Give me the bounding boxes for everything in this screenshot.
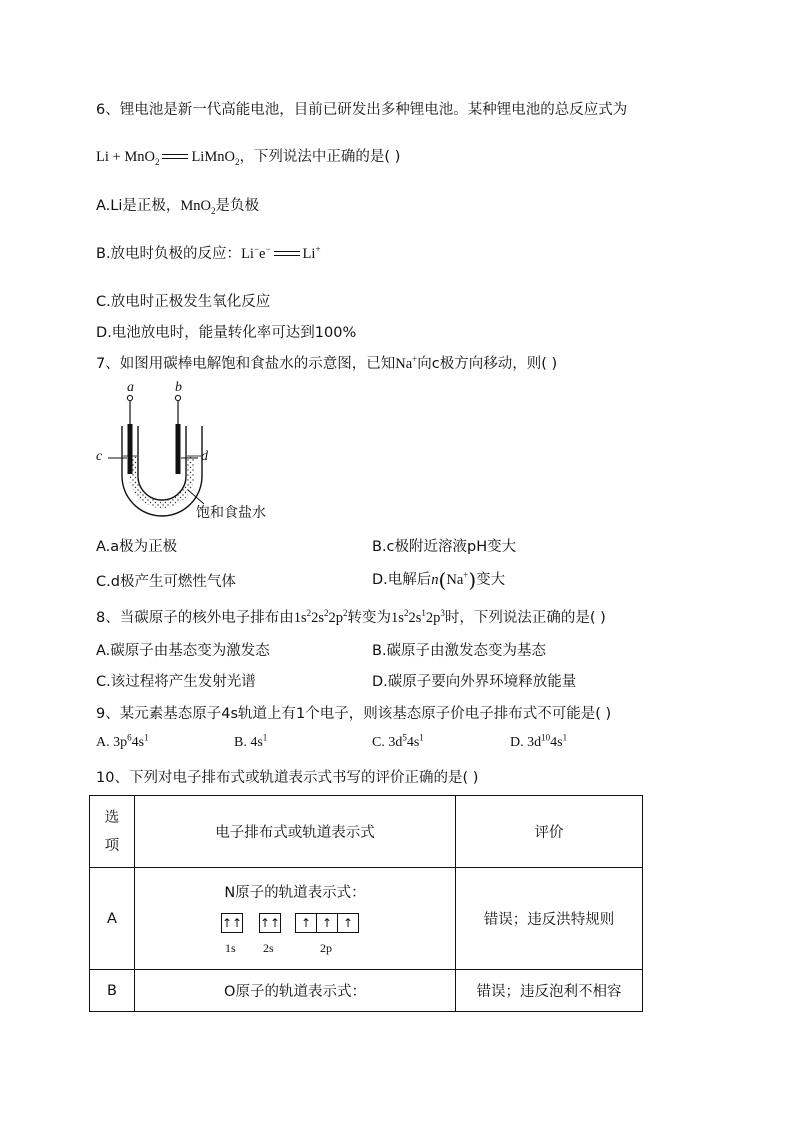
q9-option-b[interactable]: B. $4s^1$: [234, 732, 268, 750]
q6-stem: 6、锂电池是新一代高能电池，目前已研发出多种锂电池。某种锂电池的总反应式为: [96, 102, 628, 118]
orbital-box-2p-3: ↑: [337, 913, 359, 933]
q8-config-ground: $1s^22s^22p^2$: [293, 608, 348, 626]
table-header-row: [90, 796, 643, 868]
orbital-label-1s: 1s: [225, 940, 236, 955]
q9-option-c[interactable]: C. $3d^54s^1$: [372, 732, 424, 750]
q9-option-a[interactable]: A. $3p^64s^1$: [96, 732, 149, 750]
electrolysis-diagram: [94, 380, 274, 522]
q6-option-d[interactable]: D.电池放电时，能量转化率可达到100%: [96, 325, 357, 341]
orbital-box-2p-1: ↑: [295, 913, 317, 933]
q9-stem: 9、某元素基态原子4s轨道上有1个电子，则该基态原子价电子排布式不可能是( ): [96, 706, 612, 722]
q8-config-excited: $1s^22s^12p^3$: [391, 608, 445, 626]
q6-option-b[interactable]: B.放电时负极的反应：Li−e− Li+: [96, 244, 321, 262]
reaction-equals-sign: [274, 250, 300, 258]
orbital-box-2p-2: ↑: [316, 913, 338, 933]
q10-table: [89, 795, 643, 1012]
q8-option-b[interactable]: B.碳原子由激发态变为基态: [372, 643, 547, 659]
q8-stem: 8、当碳原子的核外电子排布由$1s^22s^22p^2$转变为$1s^22s^12p^3$时，下列说法正确的是( ): [96, 608, 606, 626]
table-row: [90, 868, 643, 970]
row-a-formula: [135, 868, 456, 970]
q6-eq-left: Li + MnO$_2$: [96, 149, 160, 167]
row-a-title: N原子的轨道表示式：: [224, 884, 366, 901]
q7-option-a[interactable]: A.a极为正极: [96, 539, 178, 555]
orbital-box-2s: ↑↑: [259, 913, 281, 933]
header-formula: 电子排布式或轨道表示式: [135, 796, 456, 868]
label-d: d: [201, 449, 208, 464]
row-a-option: A: [90, 868, 135, 970]
label-b: b: [175, 380, 182, 395]
q7-option-c[interactable]: C.d极产生可燃性气体: [96, 574, 236, 590]
q6-tail: ，下列说法中正确的是( ): [239, 149, 401, 165]
label-c: c: [96, 449, 103, 464]
q6-eq-right: LiMnO$_2$: [191, 149, 240, 167]
q6-option-c[interactable]: C.放电时正极发生氧化反应: [96, 294, 271, 310]
row-b-formula: O原子的轨道表示式：: [135, 970, 456, 1012]
label-a: a: [127, 380, 134, 395]
reaction-equals-sign: [162, 153, 188, 161]
orbital-diagram: [221, 913, 381, 959]
orbital-box-1s: ↑↑: [221, 913, 243, 933]
header-option: 选 项: [90, 796, 135, 868]
q8-option-c[interactable]: C.该过程将产生发射光谱: [96, 674, 256, 690]
q8-option-d[interactable]: D.碳原子要向外界环境释放能量: [372, 674, 577, 690]
table-row: [90, 970, 643, 1012]
q9-option-d[interactable]: D. $3d^{10}4s^1$: [510, 732, 568, 750]
q10-stem: 10、下列对电子排布式或轨道表示式书写的评价正确的是( ): [96, 770, 479, 786]
header-evaluation: 评价: [456, 796, 643, 868]
q6-equation: [96, 145, 400, 166]
orbital-label-2p: 2p: [320, 940, 332, 955]
orbital-label-2s: 2s: [263, 940, 274, 955]
q7-stem: 7、如图用碳棒电解饱和食盐水的示意图，已知Na+向c极方向移动，则( ): [96, 354, 558, 372]
row-b-option: B: [90, 970, 135, 1012]
label-saturated-brine: 饱和食盐水: [196, 505, 266, 521]
q7-option-b[interactable]: B.c极附近溶液pH变大: [372, 539, 517, 555]
q8-option-a[interactable]: A.碳原子由基态变为激发态: [96, 643, 270, 659]
q6-option-a[interactable]: A.Li是正极，MnO$_2$是负极: [96, 198, 260, 216]
row-a-evaluation: 错误；违反洪特规则: [456, 868, 643, 970]
q7-option-d[interactable]: D.电解后n(Na+)变大: [372, 568, 506, 592]
row-b-evaluation: 错误；违反泡利不相容: [456, 970, 643, 1012]
